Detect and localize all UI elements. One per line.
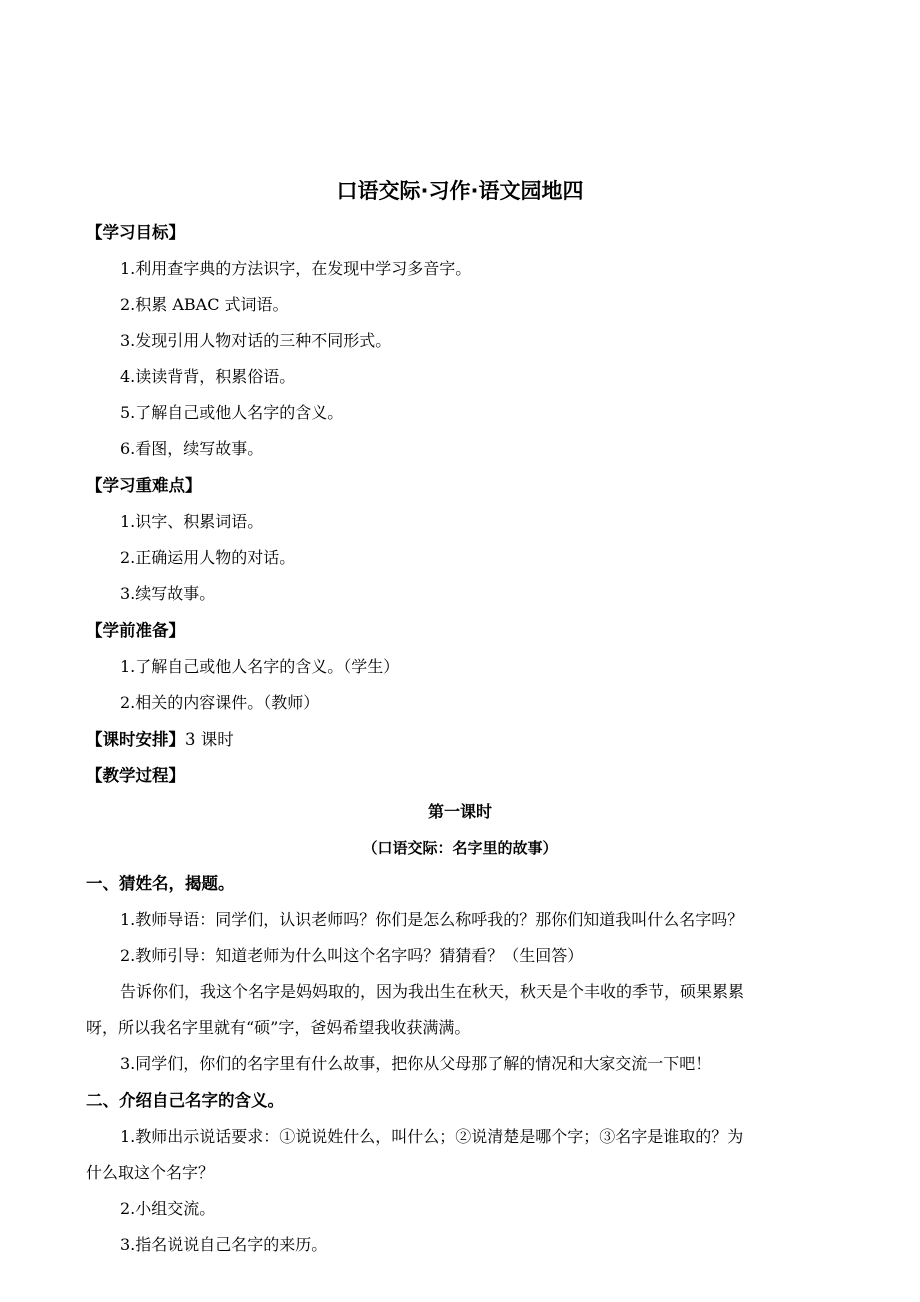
schedule-heading: 【课时安排】 [86,730,185,749]
key-points-heading: 【学习重难点】 [86,476,202,495]
section-two-line: 3.指名说说自己名字的来历。 [120,1235,328,1254]
section-one-line: 3.同学们，你们的名字里有什么故事，把你从父母那了解的情况和大家交流一下吧！ [120,1054,712,1073]
section-two-heading: 二、介绍自己名字的含义。 [86,1091,284,1110]
objective-item: 5.了解自己或他人名字的含义。 [120,403,344,422]
objective-item: 3.发现引用人物对话的三种不同形式。 [120,331,392,350]
section-two-line: 2.小组交流。 [120,1199,216,1218]
objective-item: 4.读读背背，积累俗语。 [120,367,296,386]
section-one-line: 1.教师导语：同学们，认识老师吗？你们是怎么称呼我的？那你们知道我叫什么名字吗？ [120,910,744,929]
key-point-item: 2.正确运用人物的对话。 [120,548,296,567]
lesson-title: 第一课时 [427,802,492,821]
process-heading: 【教学过程】 [86,766,185,785]
preparation-item: 1.了解自己或他人名字的含义。（学生） [120,657,400,676]
section-one-heading: 一、猜姓名，揭题。 [86,874,235,893]
page-title: 口语交际·习作·语文园地四 [336,179,584,203]
section-one-paragraph: 告诉你们，我这个名字是妈妈取的，因为我出生在秋天，秋天是个丰收的季节，硕果累累 [120,982,745,1001]
preparation-item: 2.相关的内容课件。（教师） [120,693,320,712]
schedule-value: 3 课时 [185,730,234,749]
section-one-line: 2.教师引导：知道老师为什么叫这个名字吗？猜猜看？（生回答） [120,946,584,965]
section-one-paragraph-cont: 呀，所以我名字里就有“硕”字，爸妈希望我收获满满。 [86,1018,471,1037]
lesson-subtitle: （口语交际：名字里的故事） [362,839,558,857]
section-two-paragraph-cont: 什么取这个名字？ [86,1163,215,1182]
objective-item: 1.利用查字典的方法识字，在发现中学习多音字。 [120,259,472,278]
section-two-paragraph: 1.教师出示说话要求：①说说姓什么，叫什么；②说清楚是哪个字；③名字是谁取的？为 [120,1127,744,1146]
objectives-heading: 【学习目标】 [86,223,185,242]
schedule-row [86,728,234,752]
key-point-item: 3.续写故事。 [120,584,216,603]
key-point-item: 1.识字、积累词语。 [120,512,264,531]
preparation-heading: 【学前准备】 [86,621,185,640]
objective-item: 2.积累 ABAC 式词语。 [120,295,289,314]
objective-item: 6.看图，续写故事。 [120,439,264,458]
